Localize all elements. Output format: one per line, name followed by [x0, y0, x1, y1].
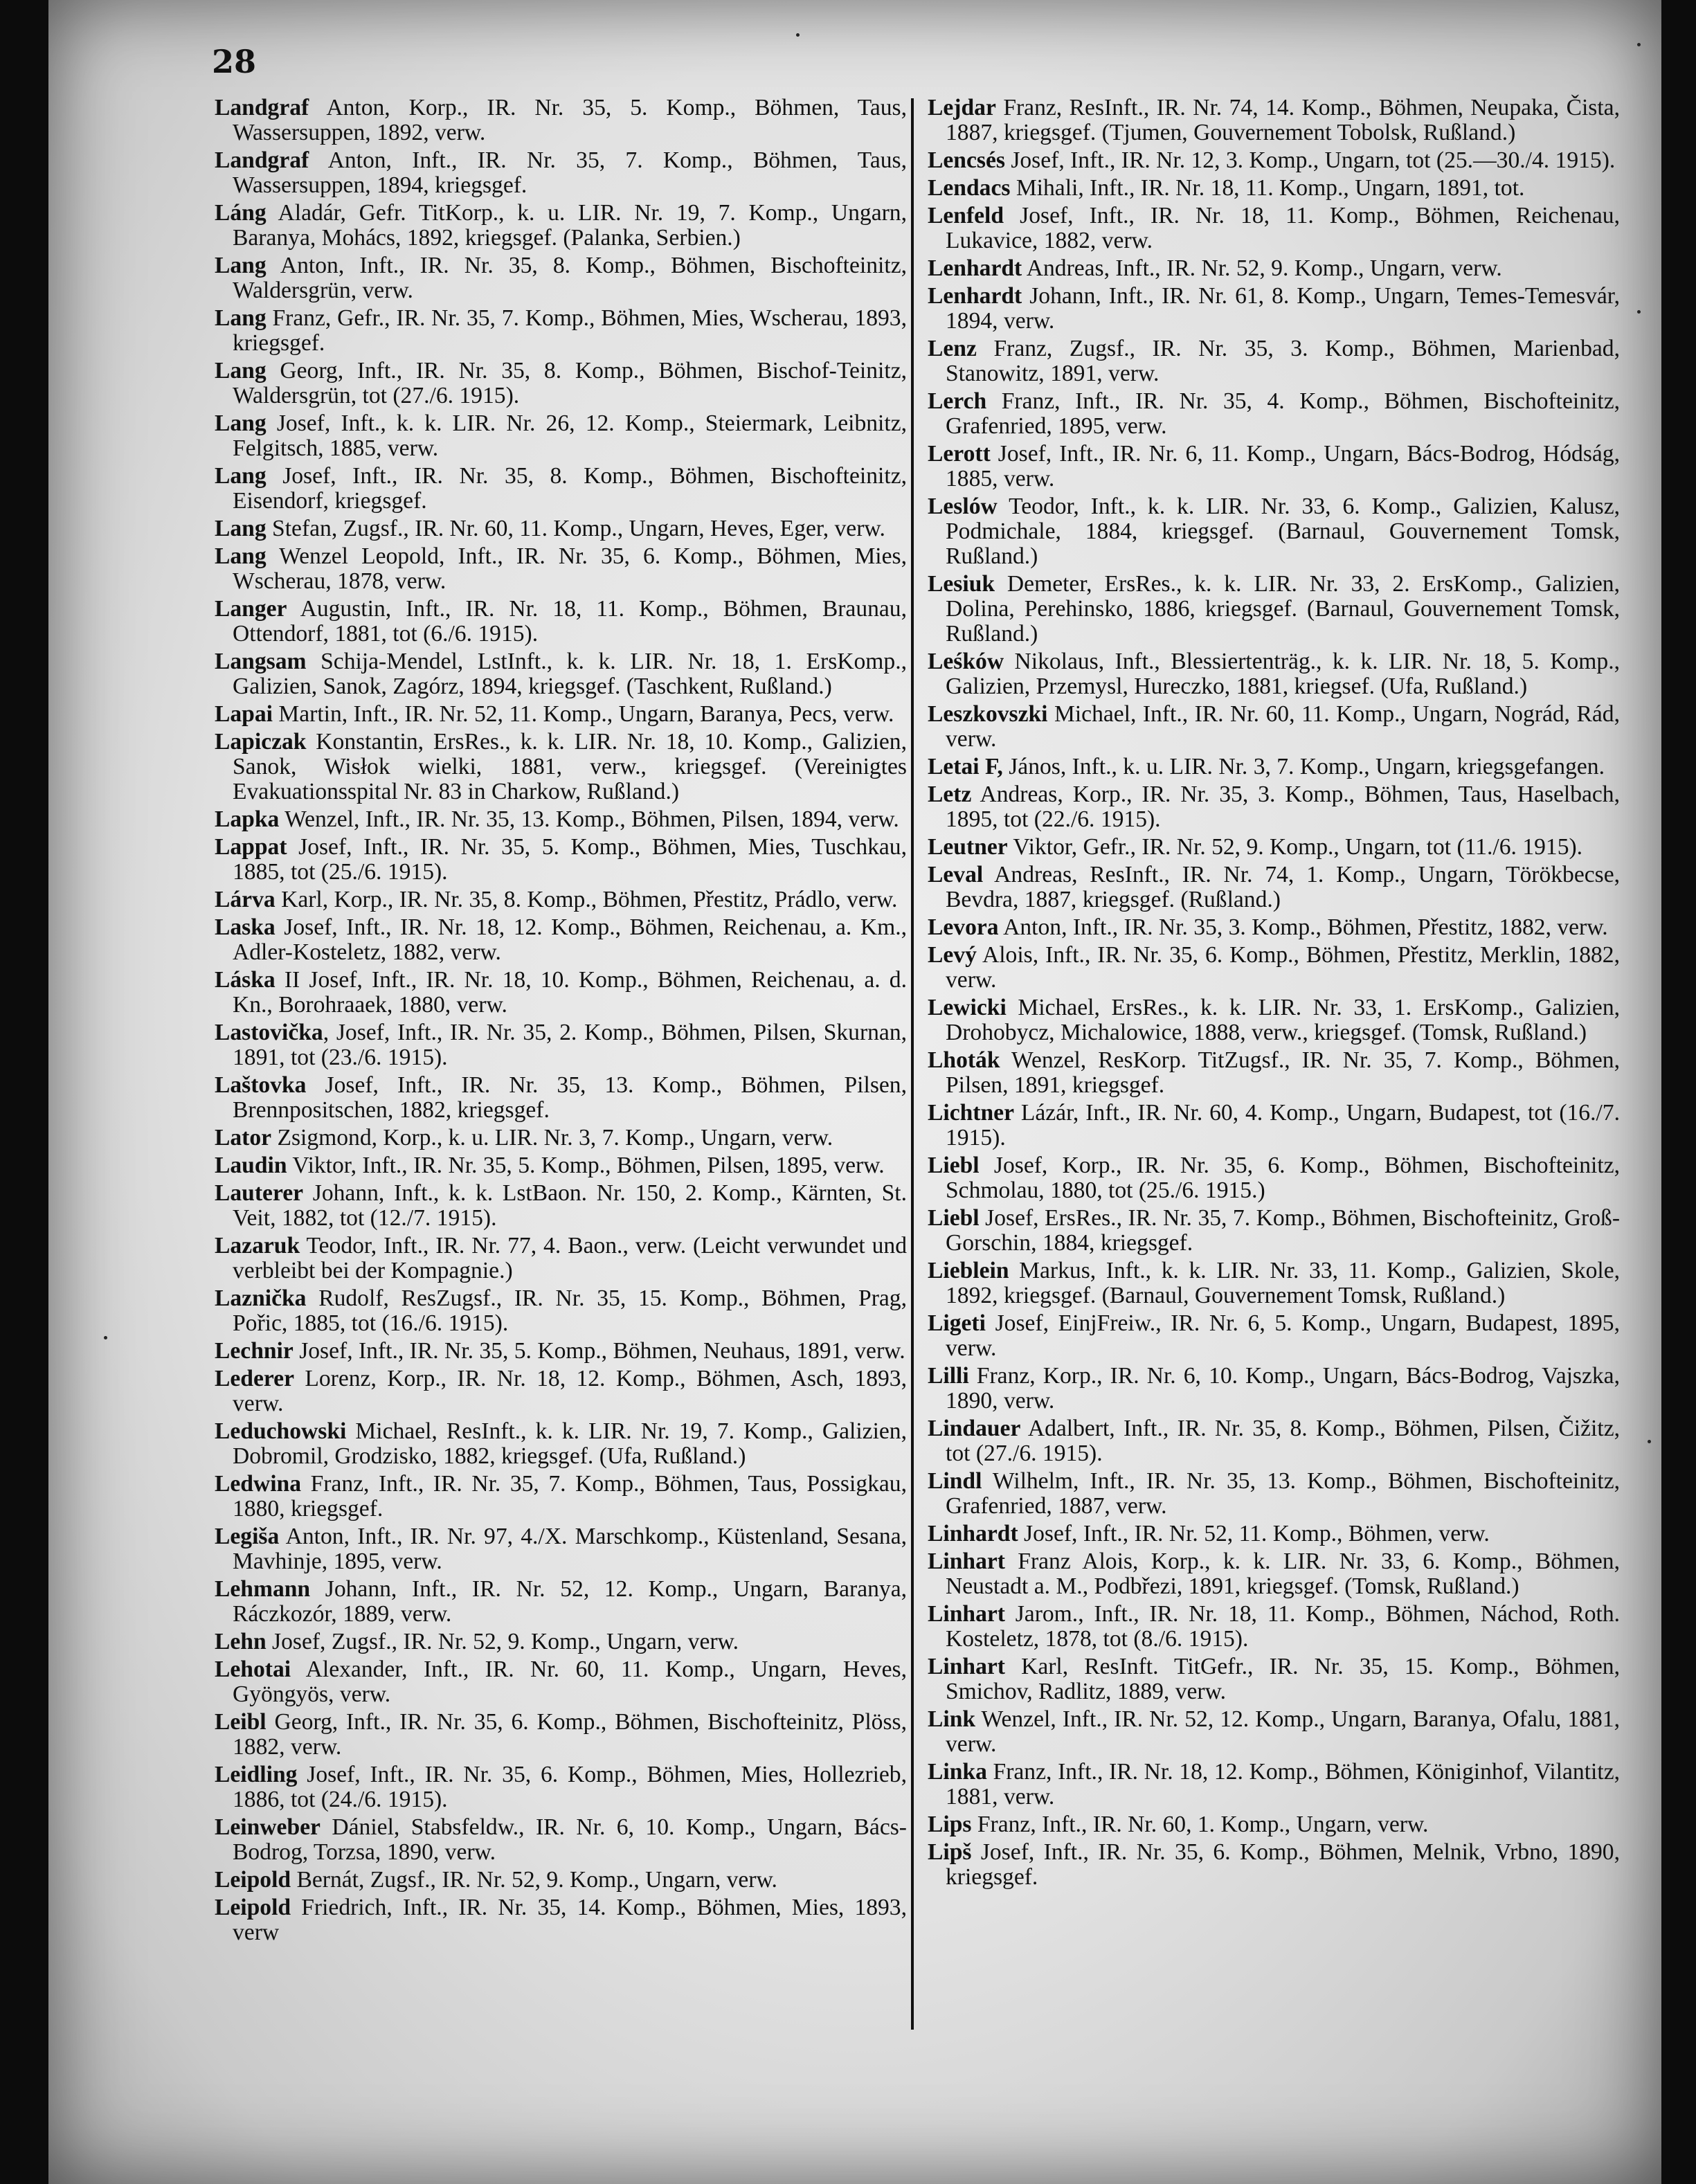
register-entry: [928, 176, 1620, 201]
entry-details: János, Inft., k. u. LIR. Nr. 3, 7. Komp., Ungarn, kriegsgefangen.: [1002, 754, 1605, 779]
entry-surname: Lerott: [928, 441, 991, 467]
entry-details: Anton, Inft., IR. Nr. 35, 3. Komp., Böhmen, Přestitz, 1882, verw.: [998, 914, 1608, 940]
entry-surname: Leśków: [928, 649, 1004, 674]
register-entry: [928, 1101, 1620, 1150]
entry-surname: Lang: [215, 543, 267, 569]
register-entry: [928, 835, 1620, 860]
entry-details: Franz Alois, Korp., k. k. LIR. Nr. 33, 6. Komp., Böhmen, Neustadt a. M., Podbřezi, 1891, kriegsgef. (Tomsk, Rußland.): [946, 1549, 1620, 1599]
entry-details: Josef, Inft., IR. Nr. 12, 3. Komp., Ungarn, tot (25.—30./4. 1915).: [1004, 147, 1616, 173]
register-entry: [928, 995, 1620, 1045]
register-entry: [928, 1416, 1620, 1466]
entry-surname: Lator: [215, 1125, 272, 1150]
entry-details: Teodor, Inft., IR. Nr. 77, 4. Baon., verw. (Leicht verwundet und verbleibt bei der Kompagnie.): [233, 1233, 907, 1283]
entry-details: Wenzel, Inft., IR. Nr. 52, 12. Komp., Ungarn, Baranya, Ofalu, 1881, verw.: [946, 1706, 1620, 1757]
entry-surname: Lenfeld: [928, 203, 1004, 228]
entry-details: , Josef, Inft., IR. Nr. 35, 2. Komp., Böhmen, Pilsen, Skurnan, 1891, tot (23./6. 1915).: [233, 1020, 907, 1070]
register-entry: [215, 1895, 907, 1945]
register-entry: [928, 256, 1620, 281]
entry-surname: Lenz: [928, 336, 977, 361]
entry-details: Josef, Inft., IR. Nr. 52, 11. Komp., Böhmen, verw.: [1018, 1521, 1490, 1546]
register-entry: [215, 1234, 907, 1283]
entry-details: Anton, Inft., IR. Nr. 35, 8. Komp., Böhmen, Bischofteinitz, Waldersgrün, verw.: [233, 253, 907, 303]
entry-surname: Lenhardt: [928, 255, 1022, 281]
entry-details: Viktor, Gefr., IR. Nr. 52, 9. Komp., Ungarn, tot (11./6. 1915).: [1007, 834, 1583, 860]
ink-speck: [104, 1336, 107, 1339]
register-entry: [928, 284, 1620, 334]
entry-surname: Lastovička: [215, 1020, 323, 1045]
entry-details: Friedrich, Inft., IR. Nr. 35, 14. Komp., Böhmen, Mies, 1893, verw: [233, 1895, 907, 1945]
entry-surname: Lipš: [928, 1839, 972, 1865]
entry-details: Markus, Inft., k. k. LIR. Nr. 33, 11. Komp., Galizien, Skole, 1892, kriegsgef. (Barnaul, Gouvernement Tomsk, Rußland.): [946, 1258, 1620, 1308]
entry-surname: Ledwina: [215, 1471, 302, 1497]
entry-details: Jarom., Inft., IR. Nr. 18, 11. Komp., Böhmen, Náchod, Roth. Kosteletz, 1878, tot (8./6. 1915).: [946, 1601, 1620, 1652]
register-entry: [215, 516, 907, 541]
register-entry: [215, 411, 907, 461]
entry-details: Teodor, Inft., k. k. LIR. Nr. 33, 6. Komp., Galizien, Kalusz, Podmichale, 1884, kriegsgef. (Barnaul, Gouvernement Tomsk, Rußland.): [946, 494, 1620, 569]
register-entry: [215, 1073, 907, 1123]
entry-details: Josef, Inft., IR. Nr. 35, 5. Komp., Böhmen, Neuhaus, 1891, verw.: [293, 1338, 905, 1364]
register-entry: [928, 1311, 1620, 1361]
entry-details: Michael, ErsRes., k. k. LIR. Nr. 33, 1. ErsKomp., Galizien, Drohobycz, Michalowice, 1888, verw., kriegsgef. (Tomsk, Rußland.): [946, 995, 1620, 1045]
entry-surname: Lang: [215, 463, 267, 489]
entry-surname: Levý: [928, 942, 977, 968]
entry-details: Anton, Korp., IR. Nr. 35, 5. Komp., Böhmen, Taus, Wassersuppen, 1892, verw.: [233, 95, 907, 145]
register-entry: [215, 1339, 907, 1364]
register-entry: [928, 1469, 1620, 1519]
entry-surname: Lejdar: [928, 95, 996, 120]
column-divider: [911, 98, 914, 2030]
entry-surname: Link: [928, 1706, 976, 1732]
register-entry: [928, 1258, 1620, 1308]
entry-surname: Ligeti: [928, 1310, 986, 1336]
register-entry: [928, 1522, 1620, 1546]
entry-details: Mihali, Inft., IR. Nr. 18, 11. Komp., Ungarn, 1891, tot.: [1010, 175, 1525, 201]
register-entry: [215, 1419, 907, 1469]
entry-surname: Lang: [215, 516, 267, 541]
register-entry: [928, 204, 1620, 253]
register-entry: [928, 1760, 1620, 1810]
entry-details: Anton, Inft., IR. Nr. 35, 7. Komp., Böhmen, Taus, Wassersuppen, 1894, kriegsgef.: [233, 147, 907, 198]
register-entry: [215, 96, 907, 145]
entry-details: Wenzel, Inft., IR. Nr. 35, 13. Komp., Böhmen, Pilsen, 1894, verw.: [279, 806, 899, 832]
register-entry: [215, 464, 907, 514]
entry-surname: Linhart: [928, 1549, 1005, 1574]
register-entry: [928, 915, 1620, 940]
entry-details: Josef, Inft., IR. Nr. 35, 8. Komp., Böhmen, Bischofteinitz, Eisendorf, kriegsgef.: [233, 463, 907, 514]
entry-details: Lorenz, Korp., IR. Nr. 18, 12. Komp., Böhmen, Asch, 1893, verw.: [233, 1366, 907, 1416]
entry-details: Aladár, Gefr. TitKorp., k. u. LIR. Nr. 19, 7. Komp., Ungarn, Baranya, Mohács, 1892, kriegsgef. (Palanka, Serbien.): [233, 200, 907, 251]
entry-details: Adalbert, Inft., IR. Nr. 35, 8. Komp., Böhmen, Pilsen, Čižitz, tot (27./6. 1915).: [946, 1416, 1620, 1466]
entry-details: Michael, ResInft., k. k. LIR. Nr. 19, 7. Komp., Galizien, Dobromil, Grodzisko, 1882, kriegsgef. (Ufa, Rußland.): [233, 1418, 907, 1469]
entry-surname: Lindl: [928, 1468, 982, 1494]
entry-surname: Linka: [928, 1759, 987, 1785]
entry-details: Josef, EinjFreiw., IR. Nr. 6, 5. Komp., Ungarn, Budapest, 1895, verw.: [946, 1310, 1620, 1361]
page-number: 28: [212, 43, 257, 80]
entry-details: Stefan, Zugsf., IR. Nr. 60, 11. Komp., Ungarn, Heves, Eger, verw.: [266, 516, 885, 541]
entry-surname: Lang: [215, 410, 267, 436]
entry-surname: Lapiczak: [215, 729, 307, 755]
entry-details: Bernát, Zugsf., IR. Nr. 52, 9. Komp., Ungarn, verw.: [291, 1867, 777, 1893]
register-entry: [928, 1840, 1620, 1890]
entry-details: II Josef, Inft., IR. Nr. 18, 10. Komp., Böhmen, Reichenau, a. d. Kn., Borohraaek, 1880, verw.: [233, 967, 907, 1018]
entry-details: Josef, Inft., IR. Nr. 35, 5. Komp., Böhmen, Mies, Tuschkau, 1885, tot (25./6. 1915).: [233, 834, 907, 885]
entry-details: Franz, Korp., IR. Nr. 6, 10. Komp., Ungarn, Bács-Bodrog, Vajszka, 1890, verw.: [946, 1363, 1620, 1414]
entry-surname: Lenhardt: [928, 283, 1022, 309]
entry-surname: Letai F,: [928, 754, 1003, 779]
entry-details: Anton, Inft., IR. Nr. 97, 4./X. Marschkomp., Küstenland, Sesana, Mavhinje, 1895, verw.: [233, 1524, 907, 1574]
entry-surname: Lips: [928, 1812, 972, 1837]
register-entry: [215, 968, 907, 1018]
register-entry: [215, 1181, 907, 1231]
entry-surname: Leszkovszki: [928, 701, 1048, 727]
entry-surname: Legiša: [215, 1524, 280, 1549]
entry-details: Josef, Zugsf., IR. Nr. 52, 9. Komp., Ungarn, verw.: [266, 1629, 739, 1654]
register-entry: [215, 1366, 907, 1416]
entry-details: Karl, Korp., IR. Nr. 35, 8. Komp., Böhmen, Přestitz, Prádlo, verw.: [275, 887, 898, 912]
entry-surname: Leutner: [928, 834, 1008, 860]
register-entry: [928, 336, 1620, 386]
entry-surname: Laštovka: [215, 1072, 307, 1098]
entry-details: Viktor, Inft., IR. Nr. 35, 5. Komp., Böhmen, Pilsen, 1895, verw.: [287, 1153, 885, 1178]
register-entry: [215, 702, 907, 727]
entry-details: Franz, Gefr., IR. Nr. 35, 7. Komp., Böhmen, Mies, Wscherau, 1893, kriegsgef.: [233, 305, 907, 356]
register-entry: [215, 1630, 907, 1654]
register-entry: [215, 1020, 907, 1070]
register-entry: [215, 1472, 907, 1522]
entry-details: Franz, Inft., IR. Nr. 35, 7. Komp., Böhmen, Taus, Possigkau, 1880, kriegsgef.: [233, 1471, 907, 1522]
entry-details: Johann, Inft., k. k. LstBaon. Nr. 150, 2. Komp., Kärnten, St. Veit, 1882, tot (12./7. 1915).: [233, 1180, 907, 1231]
entry-details: Andreas, ResInft., IR. Nr. 74, 1. Komp., Ungarn, Törökbecse, Bevdra, 1887, kriegsgef. (Rußland.): [946, 862, 1620, 912]
entry-surname: Lazaruk: [215, 1233, 300, 1258]
entry-surname: Lewicki: [928, 995, 1007, 1020]
entry-details: Josef, Inft., IR. Nr. 18, 12. Komp., Böhmen, Reichenau, a. Km., Adler-Kosteletz, 1882, verw.: [233, 914, 907, 965]
ink-speck: [1637, 310, 1641, 314]
entry-surname: Lechnir: [215, 1338, 294, 1364]
entry-details: Wenzel, ResKorp. TitZugsf., IR. Nr. 35, 7. Komp., Böhmen, Pilsen, 1891, kriegsgef.: [946, 1047, 1620, 1098]
entry-details: Johann, Inft., IR. Nr. 52, 12. Komp., Ungarn, Baranya, Ráczkozór, 1889, verw.: [233, 1576, 907, 1627]
entry-surname: Leipold: [215, 1895, 291, 1920]
register-entry: [215, 1577, 907, 1627]
entry-surname: Laznička: [215, 1285, 307, 1311]
entry-surname: Lencsés: [928, 147, 1005, 173]
entry-surname: Lehotai: [215, 1657, 291, 1682]
entry-surname: Leipold: [215, 1867, 291, 1893]
entry-surname: Lehmann: [215, 1576, 311, 1602]
entry-details: Michael, Inft., IR. Nr. 60, 11. Komp., Ungarn, Nográd, Rád, verw.: [946, 701, 1620, 752]
entry-surname: Langsam: [215, 649, 307, 674]
ink-speck: [796, 33, 800, 37]
register-entry: [928, 96, 1620, 145]
register-entry: [215, 1710, 907, 1760]
register-entry: [215, 835, 907, 885]
entry-surname: Lieblein: [928, 1258, 1009, 1283]
entry-details: Andreas, Inft., IR. Nr. 52, 9. Komp., Ungarn, verw.: [1022, 255, 1502, 281]
register-entry: [928, 1153, 1620, 1203]
register-entry: [215, 730, 907, 804]
entry-details: Rudolf, ResZugsf., IR. Nr. 35, 15. Komp., Böhmen, Prag, Pořic, 1885, tot (16./6. 1915).: [233, 1285, 907, 1336]
register-entry: [928, 782, 1620, 832]
entry-surname: Lindauer: [928, 1416, 1021, 1441]
entry-surname: Lhoták: [928, 1047, 1000, 1073]
entry-details: Augustin, Inft., IR. Nr. 18, 11. Komp., Böhmen, Braunau, Ottendorf, 1881, tot (6./6. 1915).: [233, 596, 907, 647]
entry-surname: Lang: [215, 253, 267, 278]
entry-surname: Lappat: [215, 834, 287, 860]
entry-surname: Lederer: [215, 1366, 294, 1391]
entry-surname: Levora: [928, 914, 999, 940]
entry-details: Demeter, ErsRes., k. k. LIR. Nr. 33, 2. ErsKomp., Galizien, Dolina, Perehinsko, 1886, kriegsgef. (Barnaul, Gouvernement Tomsk, Rußland.): [946, 571, 1620, 647]
entry-details: Wilhelm, Inft., IR. Nr. 35, 13. Komp., Böhmen, Bischofteinitz, Grafenried, 1887, verw.: [946, 1468, 1620, 1519]
register-entry: [215, 359, 907, 408]
register-entry: [928, 943, 1620, 993]
entry-details: Johann, Inft., IR. Nr. 61, 8. Komp., Ungarn, Temes-Temesvár, 1894, verw.: [946, 283, 1620, 334]
entry-details: Konstantin, ErsRes., k. k. LIR. Nr. 18, 10. Komp., Galizien, Sanok, Wisłok wielki, 1881, verw., kriegsgef. (Vereinigtes Evakuationsspital Nr. 83 in Charkow, Rußland.): [233, 729, 907, 804]
register-entry: [928, 494, 1620, 569]
entry-details: Georg, Inft., IR. Nr. 35, 6. Komp., Böhmen, Bischofteinitz, Plöss, 1882, verw.: [233, 1709, 907, 1760]
register-entry: [215, 807, 907, 832]
entry-details: Josef, Inft., IR. Nr. 35, 6. Komp., Böhmen, Mies, Hollezrieb, 1886, tot (24./6. 1915).: [233, 1762, 907, 1812]
entry-surname: Leibl: [215, 1709, 267, 1735]
register-entry: [215, 1657, 907, 1707]
entry-details: Franz, Zugsf., IR. Nr. 35, 3. Komp., Böhmen, Marienbad, Stanowitz, 1891, verw.: [946, 336, 1620, 386]
register-entry: [215, 915, 907, 965]
entry-details: Josef, ErsRes., IR. Nr. 35, 7. Komp., Böhmen, Bischofteinitz, Groß-Gorschin, 1884, kriegsgef.: [946, 1205, 1620, 1256]
register-entry: [928, 863, 1620, 912]
entry-details: Georg, Inft., IR. Nr. 35, 8. Komp., Böhmen, Bischof-Teinitz, Waldersgrün, tot (27./6. 1915).: [233, 358, 907, 408]
ink-speck: [1637, 43, 1641, 46]
entry-details: Franz, Inft., IR. Nr. 60, 1. Komp., Ungarn, verw.: [971, 1812, 1429, 1837]
register-entry: [928, 389, 1620, 439]
entry-details: Josef, Inft., IR. Nr. 6, 11. Komp., Ungarn, Bács-Bodrog, Hódság, 1885, verw.: [946, 441, 1620, 491]
entry-details: Josef, Inft., IR. Nr. 18, 11. Komp., Böhmen, Reichenau, Lukavice, 1882, verw.: [946, 203, 1620, 253]
register-entry: [928, 1812, 1620, 1837]
register-entry: [928, 572, 1620, 647]
entry-surname: Liebl: [928, 1205, 980, 1231]
register-entry: [215, 306, 907, 356]
register-entry: [215, 544, 907, 594]
left-column: [215, 96, 907, 1948]
register-entry: [928, 1602, 1620, 1652]
register-entry: [215, 649, 907, 699]
entry-surname: Lang: [215, 305, 267, 331]
entry-surname: Lapai: [215, 701, 273, 727]
entry-surname: Laudin: [215, 1153, 287, 1178]
entry-details: Alois, Inft., IR. Nr. 35, 6. Komp., Böhmen, Přestitz, Merklin, 1882, verw.: [946, 942, 1620, 993]
entry-surname: Lendacs: [928, 175, 1011, 201]
entry-surname: Lang: [215, 358, 267, 383]
entry-surname: Letz: [928, 782, 972, 807]
register-entry: [928, 1707, 1620, 1757]
entry-details: Franz, Inft., IR. Nr. 35, 4. Komp., Böhmen, Bischofteinitz, Grafenried, 1895, verw.: [946, 388, 1620, 439]
entry-details: Martin, Inft., IR. Nr. 52, 11. Komp., Ungarn, Baranya, Pecs, verw.: [272, 701, 894, 727]
entry-details: Josef, Inft., k. k. LIR. Nr. 26, 12. Komp., Steiermark, Leibnitz, Felgitsch, 1885, verw.: [233, 410, 907, 461]
register-entry: [928, 1048, 1620, 1098]
ink-speck: [1648, 1440, 1651, 1443]
entry-surname: Lilli: [928, 1363, 969, 1389]
entry-surname: Lapka: [215, 806, 280, 832]
entry-surname: Lerch: [928, 388, 987, 414]
register-entry: [928, 442, 1620, 491]
register-entry: [215, 1126, 907, 1150]
entry-details: Josef, Inft., IR. Nr. 35, 13. Komp., Böhmen, Pilsen, Brennpositschen, 1882, kriegsgef.: [233, 1072, 907, 1123]
entry-details: Wenzel Leopold, Inft., IR. Nr. 35, 6. Komp., Böhmen, Mies, Wscherau, 1878, verw.: [233, 543, 907, 594]
register-entry: [928, 1206, 1620, 1256]
entry-surname: Laska: [215, 914, 276, 940]
entry-details: Dániel, Stabsfeldw., IR. Nr. 6, 10. Komp., Ungarn, Bács-Bodrog, Torzsa, 1890, verw.: [233, 1814, 907, 1865]
register-entry: [215, 1762, 907, 1812]
register-entry: [215, 201, 907, 251]
right-column: [928, 96, 1620, 1893]
entry-details: Josef, Korp., IR. Nr. 35, 6. Komp., Böhmen, Bischofteinitz, Schmolau, 1880, tot (25./6. 1915.): [946, 1153, 1620, 1203]
entry-surname: Liebl: [928, 1153, 980, 1178]
register-entry: [215, 1524, 907, 1574]
entry-surname: Leinweber: [215, 1814, 321, 1840]
entry-details: Andreas, Korp., IR. Nr. 35, 3. Komp., Böhmen, Taus, Haselbach, 1895, tot (22./6. 1915).: [946, 782, 1620, 832]
register-entry: [928, 649, 1620, 699]
register-entry: [215, 597, 907, 647]
entry-surname: Lichtner: [928, 1100, 1014, 1126]
entry-surname: Leval: [928, 862, 984, 887]
entry-details: Josef, Inft., IR. Nr. 35, 6. Komp., Böhmen, Melnik, Vrbno, 1890, kriegsgef.: [946, 1839, 1620, 1890]
register-entry: [928, 1364, 1620, 1414]
register-entry: [215, 1815, 907, 1865]
entry-details: Lázár, Inft., IR. Nr. 60, 4. Komp., Ungarn, Budapest, tot (16./7. 1915).: [946, 1100, 1620, 1150]
register-entry: [215, 1153, 907, 1178]
register-entry: [928, 1654, 1620, 1704]
register-entry: [928, 702, 1620, 752]
register-entry: [928, 148, 1620, 173]
register-entry: [215, 1868, 907, 1893]
register-entry: [215, 253, 907, 303]
entry-surname: Leidling: [215, 1762, 298, 1787]
register-entry: [215, 148, 907, 198]
entry-surname: Láng: [215, 200, 267, 226]
entry-details: Karl, ResInft. TitGefr., IR. Nr. 35, 15. Komp., Böhmen, Smichov, Radlitz, 1889, verw.: [946, 1654, 1620, 1704]
register-entry: [928, 755, 1620, 779]
entry-surname: Linhart: [928, 1654, 1005, 1679]
entry-surname: Leslów: [928, 494, 998, 519]
entry-surname: Lesiuk: [928, 571, 995, 597]
entry-surname: Landgraf: [215, 147, 309, 173]
register-entry: [928, 1549, 1620, 1599]
register-entry: [215, 887, 907, 912]
entry-details: Nikolaus, Inft., Blessiertenträg., k. k. LIR. Nr. 18, 5. Komp., Galizien, Przemysl, Hureczko, 1881, kriegsef. (Ufa, Rußland.): [946, 649, 1620, 699]
entry-surname: Lehn: [215, 1629, 267, 1654]
entry-surname: Linhardt: [928, 1521, 1018, 1546]
entry-surname: Linhart: [928, 1601, 1005, 1627]
entry-details: Zsigmond, Korp., k. u. LIR. Nr. 3, 7. Komp., Ungarn, verw.: [271, 1125, 833, 1150]
entry-surname: Langer: [215, 596, 287, 622]
entry-details: Schija-Mendel, LstInft., k. k. LIR. Nr. 18, 1. ErsKomp., Galizien, Sanok, Zagórz, 1894, kriegsgef. (Taschkent, Rußland.): [233, 649, 907, 699]
entry-surname: Láska: [215, 967, 276, 993]
entry-surname: Landgraf: [215, 95, 309, 120]
entry-details: Alexander, Inft., IR. Nr. 60, 11. Komp., Ungarn, Heves, Gyöngyös, verw.: [233, 1657, 907, 1707]
entry-details: Franz, ResInft., IR. Nr. 74, 14. Komp., Böhmen, Neupaka, Čista, 1887, kriegsgef. (Tjumen, Gouvernement Tobolsk, Rußland.): [946, 95, 1620, 145]
entry-surname: Leduchowski: [215, 1418, 347, 1444]
entry-surname: Lauterer: [215, 1180, 304, 1206]
entry-surname: Lárva: [215, 887, 276, 912]
entry-details: Franz, Inft., IR. Nr. 18, 12. Komp., Böhmen, Königinhof, Vilantitz, 1881, verw.: [946, 1759, 1620, 1810]
register-entry: [215, 1286, 907, 1336]
